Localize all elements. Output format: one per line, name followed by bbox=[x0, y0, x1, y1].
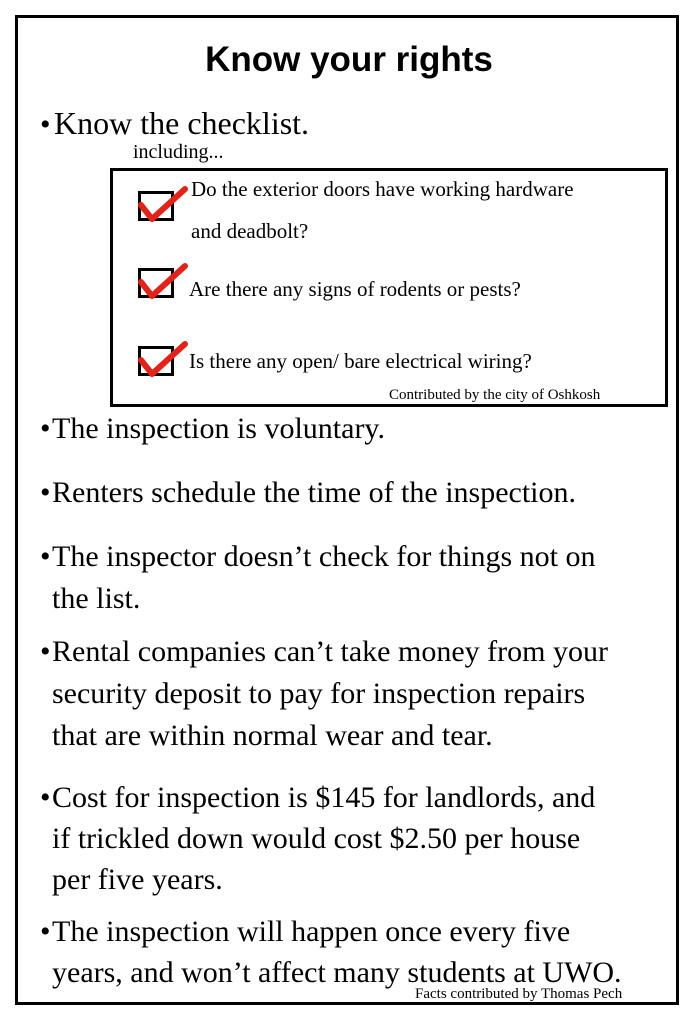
bullet: • bbox=[40, 412, 51, 445]
facts-credit: Facts contributed by Thomas Pech bbox=[415, 986, 623, 1002]
point-schedule: Renters schedule the time of the inspection. bbox=[52, 476, 577, 509]
point-frequency-line-1: The inspection will happen once every five bbox=[52, 915, 571, 948]
point-deposit-line-3: that are within normal wear and tear. bbox=[52, 719, 493, 752]
checklist-item-1-line-2: and deadbolt? bbox=[191, 219, 309, 243]
checkbox-checked-icon bbox=[135, 258, 185, 303]
checklist-intro: including... bbox=[133, 141, 224, 163]
poster-title: Know your rights bbox=[205, 40, 493, 79]
point-cost-line-1: Cost for inspection is $145 for landlords, and bbox=[52, 781, 596, 814]
point-cost-line-2: if trickled down would cost $2.50 per house bbox=[52, 822, 581, 855]
point-deposit-line-2: security deposit to pay for inspection repairs bbox=[52, 677, 586, 710]
checkbox-checked-icon bbox=[135, 336, 185, 381]
bullet: • bbox=[40, 476, 51, 509]
checklist-item-1-line-1: Do the exterior doors have working hardware bbox=[191, 177, 574, 201]
checkbox-checked-icon bbox=[135, 181, 185, 226]
bullet: • bbox=[40, 540, 51, 573]
point-cost-line-3: per five years. bbox=[52, 863, 223, 896]
point-inspector-line-1: The inspector doesn’t check for things not on bbox=[52, 540, 596, 573]
bullet: • bbox=[40, 635, 51, 668]
point-voluntary: The inspection is voluntary. bbox=[52, 412, 385, 445]
checklist-item-3: Is there any open/ bare electrical wiring? bbox=[189, 349, 532, 373]
point-inspector-line-2: the list. bbox=[52, 582, 141, 615]
checklist-heading: Know the checklist. bbox=[54, 105, 310, 141]
bullet: • bbox=[40, 781, 51, 814]
point-deposit-line-1: Rental companies can’t take money from your bbox=[52, 635, 608, 668]
checklist-credit: Contributed by the city of Oshkosh bbox=[389, 387, 601, 403]
checklist-panel bbox=[110, 168, 668, 407]
bullet-checklist: • bbox=[40, 108, 51, 141]
checklist-item-2: Are there any signs of rodents or pests? bbox=[189, 277, 521, 301]
bullet: • bbox=[40, 915, 51, 948]
point-frequency-line-2: years, and won’t affect many students at UWO. bbox=[52, 956, 622, 989]
